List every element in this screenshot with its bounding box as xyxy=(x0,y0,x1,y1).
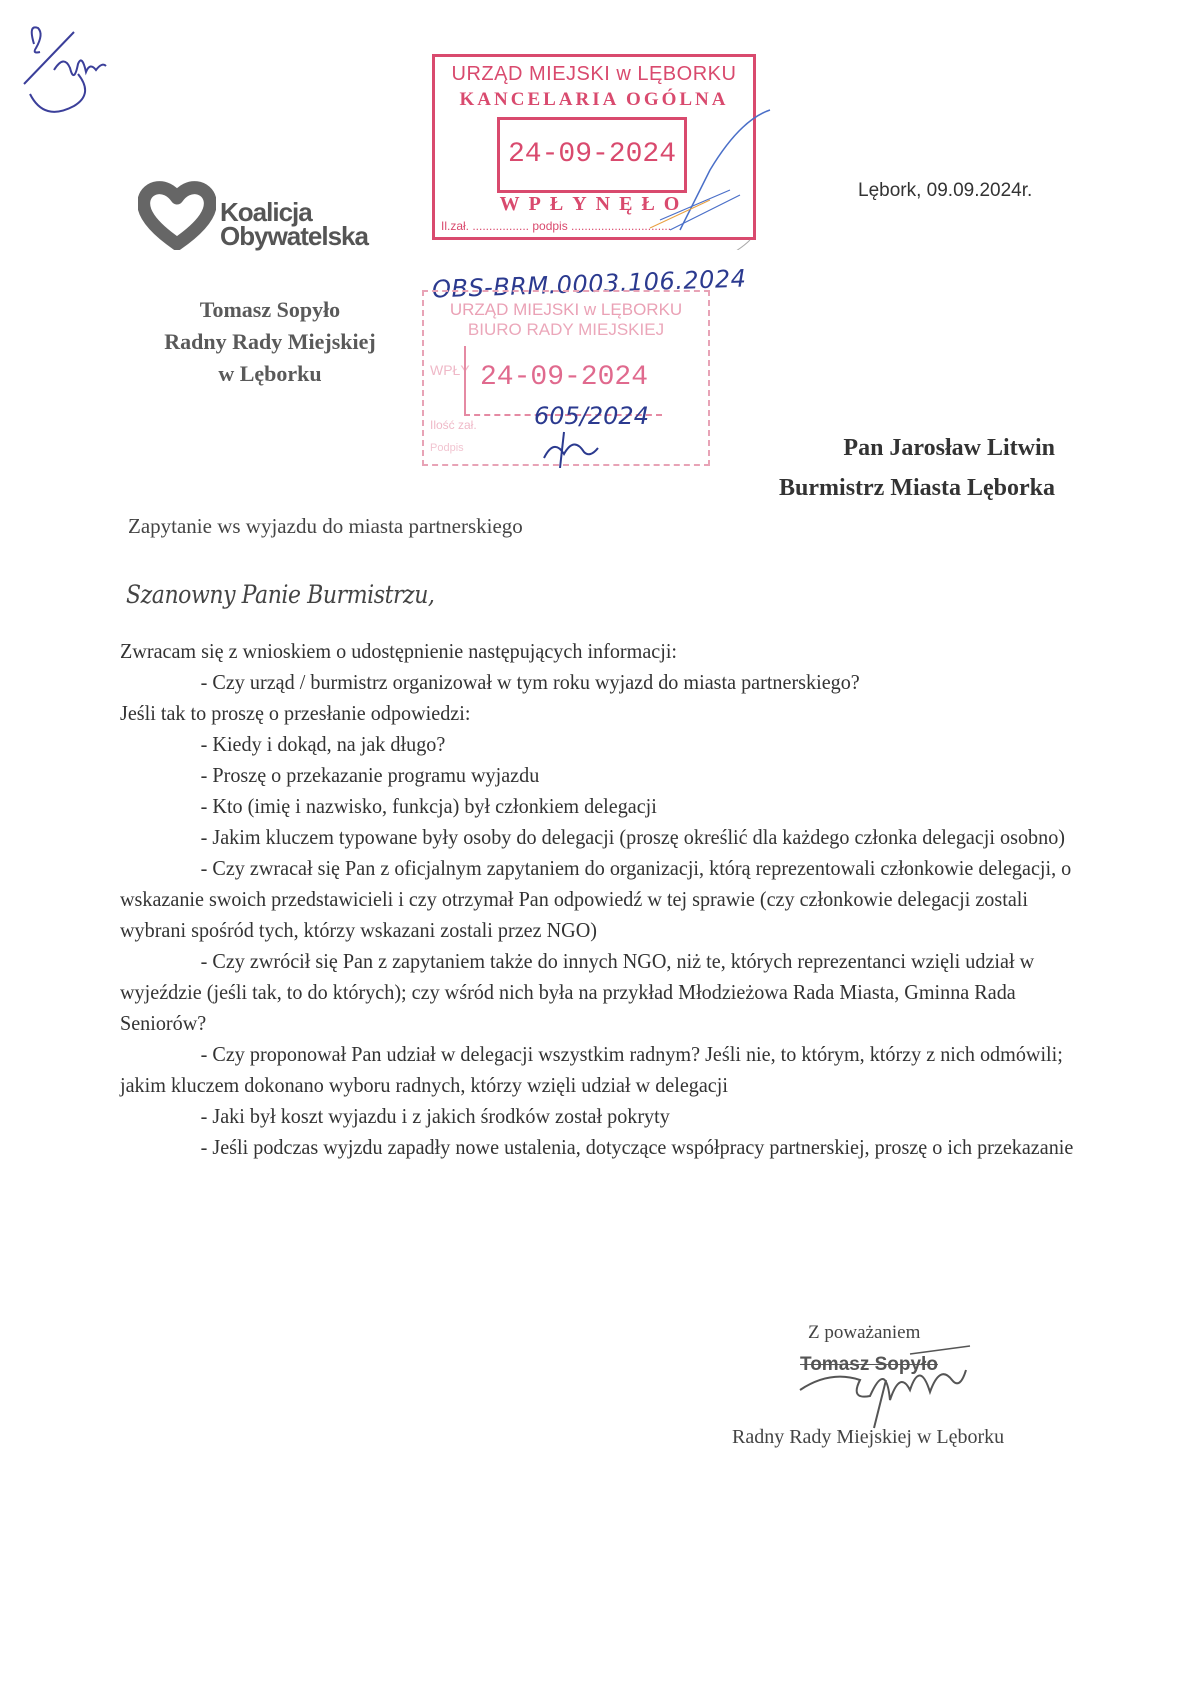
stamp-received-label: WPŁYNĘŁO xyxy=(499,193,689,215)
council-office-stamp xyxy=(422,290,710,466)
heart-icon xyxy=(138,180,216,250)
list-item: - Czy zwracał się Pan z oficjalnym zapytaniem do organizacji, którą reprezentowali członkowie delegacji, o wskazanie swoich przedstawicieli i czy otrzymał Pan odpowiedź w tej sprawie (czy członkowie delegacji zostali wybrani spośród tych, którzy wskazani zostali przez NGO) xyxy=(120,856,1072,942)
list-item: - Jaki był koszt wyjazdu i z jakich środków został pokryty xyxy=(200,1104,670,1128)
letter-body xyxy=(120,636,1090,1163)
recipient-title: Burmistrz Miasta Lęborka xyxy=(779,475,1055,501)
body-intro: Zwracam się z wnioskiem o udostępnienie następujących informacji: xyxy=(120,639,678,663)
stamp-office-name: URZĄD MIEJSKI w LĘBORKU xyxy=(449,300,683,319)
stamp-department: KANCELARIA OGÓLNA xyxy=(459,89,729,110)
closing-regards: Z poważaniem xyxy=(808,1322,921,1343)
handwritten-initials-icon xyxy=(14,14,124,114)
handwritten-initials-icon xyxy=(534,428,604,468)
stamp-date: 24-09-2024 xyxy=(497,117,687,193)
logo-line1: Koalicja xyxy=(220,197,312,227)
party-logo xyxy=(138,180,408,260)
stamp-attachments-label: Ilość zał. xyxy=(430,418,477,432)
logo-line2: Obywatelska xyxy=(220,221,368,251)
sender-name: Tomasz Sopyło xyxy=(199,297,341,322)
list-item: - Kto (imię i nazwisko, funkcja) był członkiem delegacji xyxy=(200,794,657,818)
body-question: - Czy urząd / burmistrz organizował w tym roku wyjazd do miasta partnerskiego? xyxy=(200,670,860,694)
stamp-received-label: WPŁY xyxy=(430,362,470,378)
stamp-footer: Il.zał. ................. podpis .............................. xyxy=(441,219,672,233)
list-item: - Proszę o przekazanie programu wyjazdu xyxy=(200,763,540,787)
stamp-office-name: URZĄD MIEJSKI w LĘBORKU xyxy=(451,63,737,85)
handwritten-reference-number: OBS-BRM.0003.106.2024 xyxy=(431,264,747,304)
stamp-sign-label: Podpis xyxy=(430,442,464,454)
recipient-name: Pan Jarosław Litwin xyxy=(843,435,1055,461)
recipient-block xyxy=(700,428,1055,508)
sender-city: w Lęborku xyxy=(218,361,322,386)
sender-block xyxy=(140,294,400,390)
handwritten-initial-scribble-icon xyxy=(620,100,780,250)
stamp-department: BIURO RADY MIEJSKIEJ xyxy=(467,320,665,339)
list-item: - Jakim kluczem typowane były osoby do delegacji (proszę określić dla każdego członka delegacji osobno) xyxy=(200,825,1065,849)
list-item: - Kiedy i dokąd, na jak długo? xyxy=(200,732,446,756)
place-and-date: Lębork, 09.09.2024r. xyxy=(858,180,1033,201)
sender-title: Radny Rady Miejskiej xyxy=(164,329,376,354)
signature-printed-name: Tomasz Sopyło xyxy=(800,1354,938,1375)
handwritten-registry-number: 605/2024 xyxy=(534,402,649,430)
signature-icon xyxy=(790,1340,980,1430)
salutation: Szanowny Panie Burmistrzu, xyxy=(126,580,435,609)
stamp-date: 24-09-2024 xyxy=(464,346,662,416)
signature-title: Radny Rady Miejskiej w Lęborku xyxy=(732,1426,1005,1448)
body-followup: Jeśli tak to proszę o przesłanie odpowiedzi: xyxy=(120,701,471,725)
list-item: - Jeśli podczas wyjzdu zapadły nowe ustalenia, dotyczące współpracy partnerskiej, proszę o ich przekazanie xyxy=(200,1135,1074,1159)
logo-text xyxy=(220,197,368,251)
list-item: - Czy zwrócił się Pan z zapytaniem także do innych NGO, niż te, których reprezentanci wzięli udział w wyjeździe (jeśli tak, to do których); czy wśród nich była na przykład Młodzieżowa Rada Miasta, Gminna Rada Seniorów? xyxy=(120,949,1035,1035)
list-item: - Czy proponował Pan udział w delegacji wszystkim radnym? Jeśli nie, to którym, którzy z nich odmówili; jakim kluczem dokonano wyboru radnych, którzy wzięli udział w delegacji xyxy=(120,1042,1063,1097)
letter-subject: Zapytanie ws wyjazdu do miasta partnerskiego xyxy=(128,514,523,538)
